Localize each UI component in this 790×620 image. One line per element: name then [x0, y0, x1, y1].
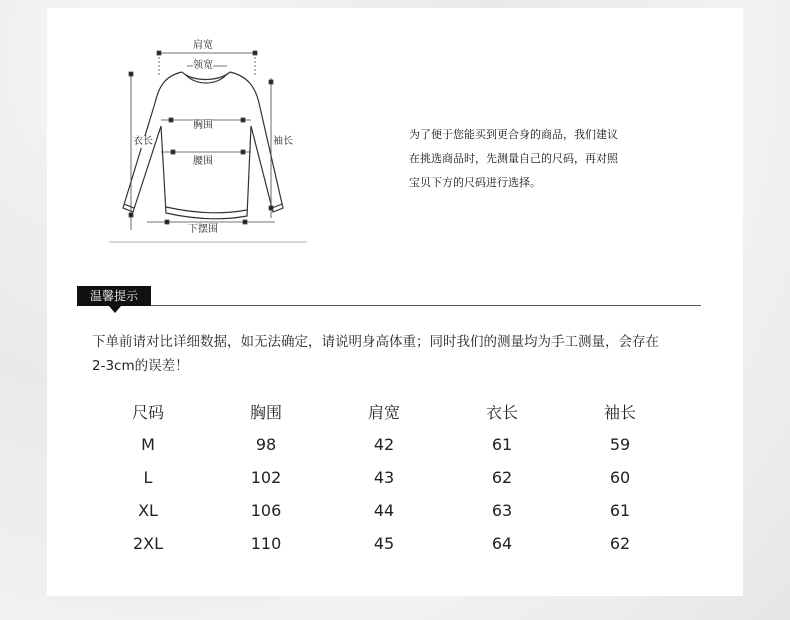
- label-collar: 领宽: [193, 60, 213, 71]
- cell-sleeve: 62: [609, 534, 631, 553]
- cell-size: XL: [138, 501, 158, 520]
- cell-chest: 102: [250, 468, 282, 487]
- table-row: [89, 461, 679, 494]
- table-header-row: [89, 395, 679, 428]
- cell-shoulder: 45: [373, 534, 395, 553]
- intro-line: 为了便于您能买到更合身的商品，我们建议: [409, 128, 618, 141]
- cell-size: 2XL: [132, 534, 164, 553]
- label-chest: 胸围: [193, 120, 213, 131]
- cell-size: L: [143, 468, 153, 487]
- cell-shoulder: 43: [373, 468, 395, 487]
- cell-length: 62: [491, 468, 513, 487]
- tip-divider: [151, 305, 701, 306]
- size-guide-card: [47, 8, 743, 596]
- header-shoulder: 肩宽: [367, 403, 400, 422]
- intro-line: 在挑选商品时，先测量自己的尺码，再对照: [409, 152, 618, 165]
- cell-shoulder: 42: [373, 435, 395, 454]
- cell-sleeve: 59: [609, 435, 631, 454]
- cell-shoulder: 44: [373, 501, 395, 520]
- size-table: [89, 395, 679, 560]
- cell-sleeve: 61: [609, 501, 631, 520]
- intro-text: [409, 123, 659, 195]
- label-waist: 腰围: [193, 156, 213, 167]
- label-hem: 下摆围: [188, 224, 218, 235]
- cell-length: 61: [491, 435, 513, 454]
- cell-length: 63: [491, 501, 513, 520]
- notice-line: 下单前请对比详细数据，如无法确定，请说明身高体重；同时我们的测量均为手工测量，会存在: [92, 334, 659, 350]
- header-sleeve: 袖长: [603, 403, 636, 422]
- cell-chest: 106: [250, 501, 282, 520]
- header-chest: 胸围: [249, 403, 282, 422]
- label-sleeve: 袖长: [273, 136, 293, 147]
- intro-line: 宝贝下方的尺码进行选择。: [409, 176, 541, 189]
- label-shoulder: 肩宽: [193, 40, 213, 51]
- cell-chest: 98: [255, 435, 277, 454]
- tip-notice: [92, 330, 722, 378]
- header-length: 衣长: [485, 403, 518, 422]
- cell-sleeve: 60: [609, 468, 631, 487]
- table-row: [89, 494, 679, 527]
- table-row: [89, 428, 679, 461]
- table-row: [89, 527, 679, 560]
- tip-pointer-icon: [109, 306, 121, 313]
- notice-line: 2-3cm的误差！: [92, 358, 189, 374]
- cell-length: 64: [491, 534, 513, 553]
- label-length: 衣长: [133, 136, 153, 147]
- tip-title: 温馨提示: [77, 286, 151, 306]
- cell-chest: 110: [250, 534, 282, 553]
- cell-size: M: [141, 435, 155, 454]
- header-size: 尺码: [131, 403, 164, 422]
